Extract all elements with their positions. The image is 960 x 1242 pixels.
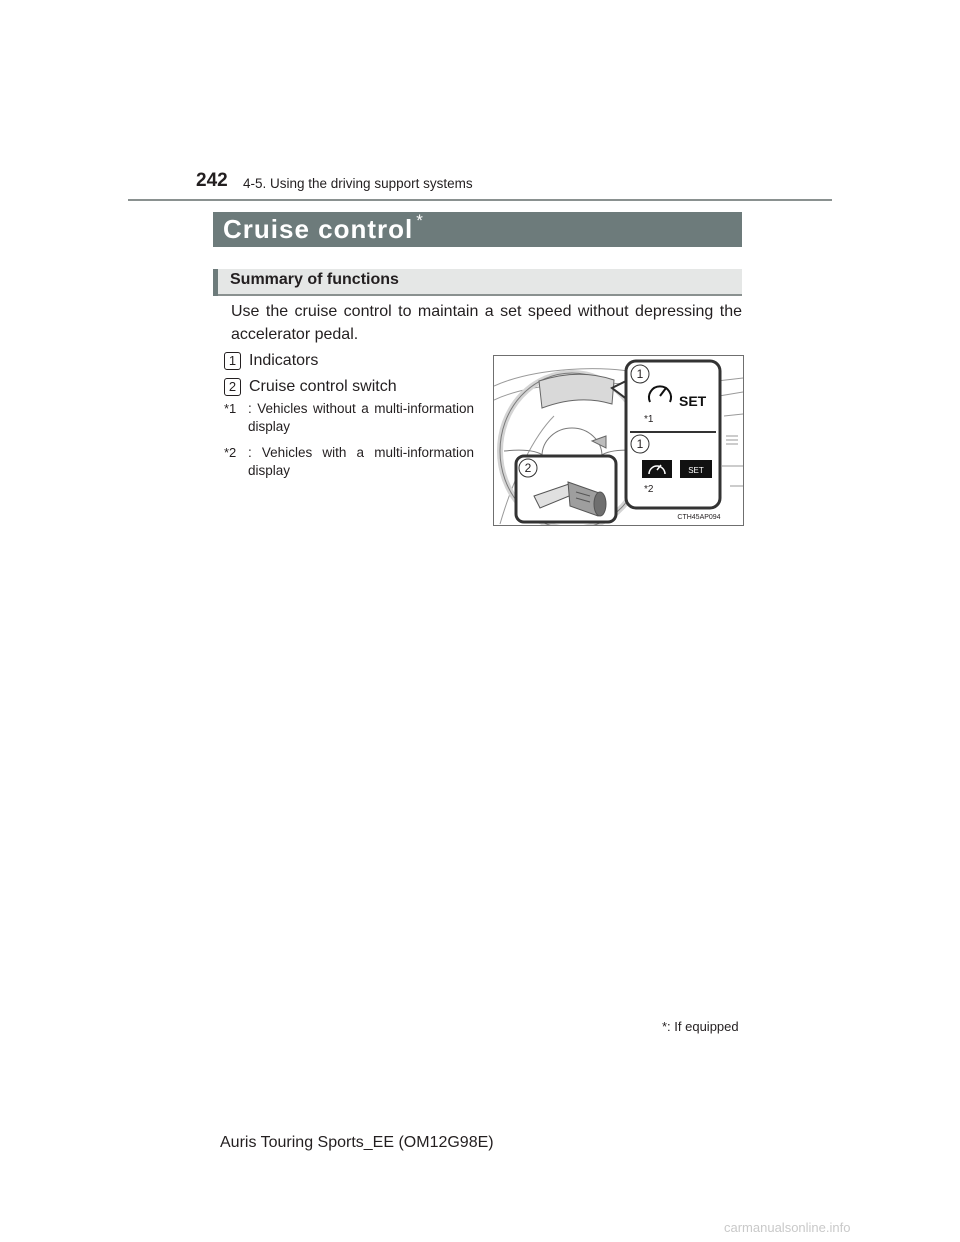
footnote: [224, 400, 476, 440]
section-title: 4-5. Using the driving support systems: [243, 176, 473, 191]
item-label: Cruise control switch: [249, 378, 397, 396]
footnote: [224, 444, 476, 484]
cruise-control-illustration: [493, 355, 744, 526]
callout-number: 2: [524, 461, 532, 475]
page-title-text: Cruise control: [223, 214, 414, 244]
watermark: carmanualsonline.info: [724, 1220, 851, 1235]
if-equipped-note: *: If equipped: [662, 1019, 739, 1034]
subheading: Summary of functions: [230, 271, 399, 288]
illustration-svg: [494, 356, 743, 525]
switch-pointer: [592, 436, 606, 448]
set-indicator-text: SET: [688, 466, 704, 475]
item-label: Indicators: [249, 352, 319, 370]
subheading-bar: [213, 269, 742, 296]
list-item: [224, 378, 397, 396]
callout-number: 1: [636, 367, 644, 381]
figure-mark: *2: [644, 484, 654, 495]
callout-number: 1: [636, 437, 644, 451]
item-number-badge: 1: [224, 352, 241, 370]
page-title: [223, 211, 424, 245]
footnote-mark: *2: [224, 445, 237, 460]
subheading-accent: [213, 269, 218, 296]
item-number-badge: 2: [224, 378, 241, 396]
figure-code: CTH45AP094: [677, 514, 721, 521]
footnote-mark: *1: [224, 401, 237, 416]
header-rule: [128, 199, 832, 201]
footnote-text: : Vehicles with a multi-information display: [248, 445, 474, 478]
instrument-cluster: [539, 374, 614, 408]
optional-marker: *: [416, 211, 424, 230]
set-indicator-text: SET: [679, 393, 707, 409]
page-number: 242: [196, 170, 228, 191]
title-bar: [213, 212, 742, 247]
footer-model: Auris Touring Sports_EE (OM12G98E): [220, 1134, 494, 1151]
intro-paragraph: Use the cruise control to maintain a set speed without depressing the accelerator pedal.: [231, 303, 742, 343]
footnote-text: : Vehicles without a multi-information display: [248, 401, 474, 434]
list-item: [224, 352, 318, 370]
figure-mark: *1: [644, 414, 654, 425]
